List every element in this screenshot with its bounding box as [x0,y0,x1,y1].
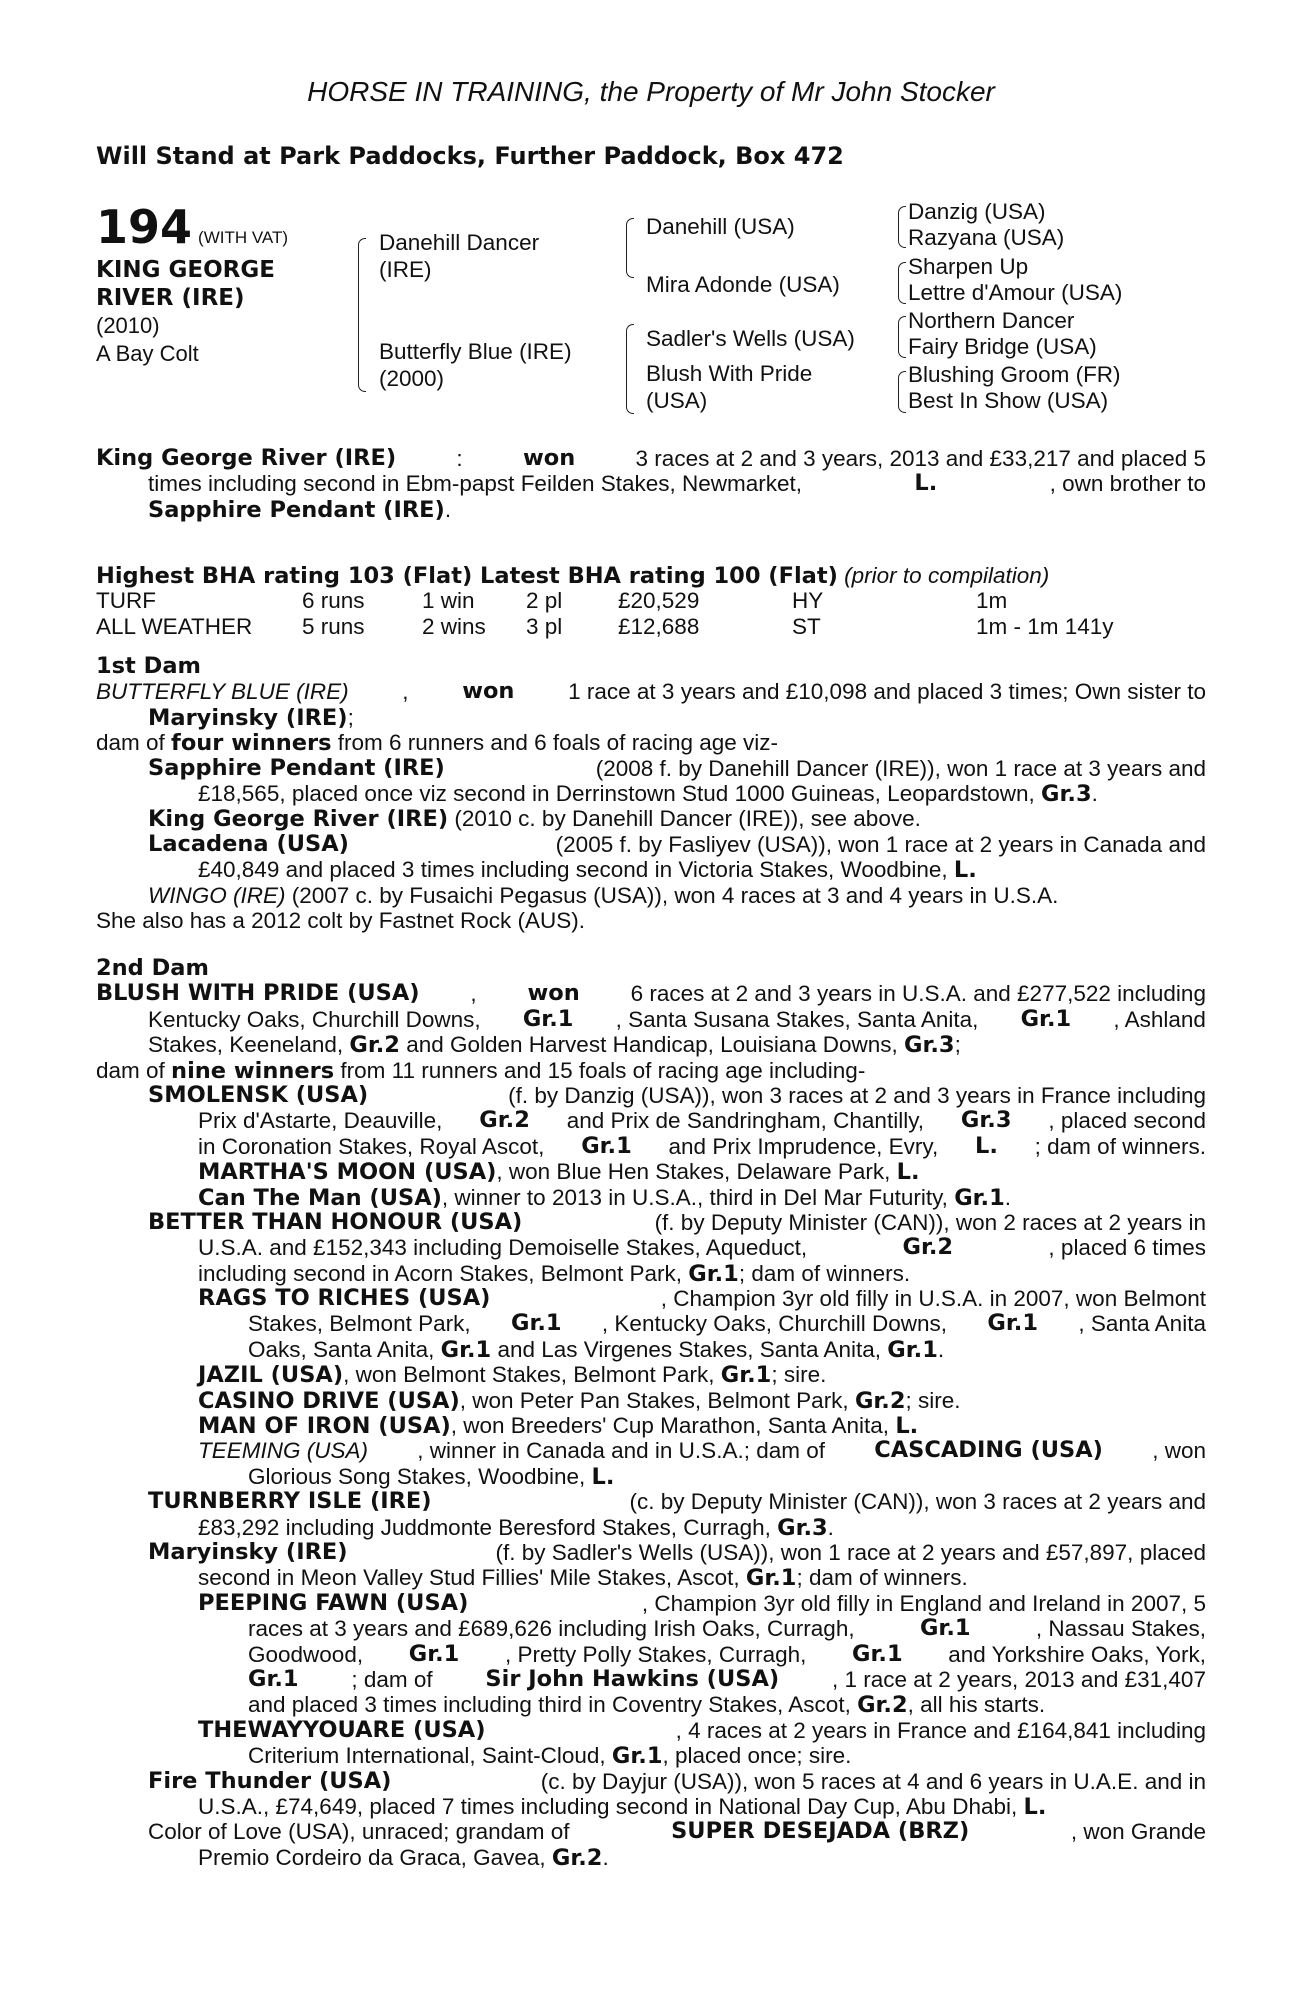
bold-text: Gr.1 [248,1665,299,1692]
text-run: ; [347,704,354,730]
bold-text: Gr.2 [551,1844,603,1871]
ratings-headline-bold: Highest BHA rating 103 (Flat) Latest BHA rating 100 (Flat) [96,563,838,589]
text-run: , 1 race at 2 years, 2013 and £31,407 [831,1666,1206,1692]
pedigree-sire: Danehill Dancer (IRE) [379,230,540,282]
text-run: Premio Cordeiro da Graca, Gavea, [198,1844,552,1870]
bold-text: King George River (IRE) [148,806,449,833]
text-run: dam of [96,730,172,756]
text-run: ; sire. [905,1387,961,1413]
text-line [96,1819,1206,1844]
text-run: , Ashland [1113,1006,1206,1032]
bold-text: L. [914,470,938,497]
text-run: (2010 c. by Danehill Dancer (IRE)), see above. [448,806,921,832]
text-line [96,883,1206,908]
pedigree-brace-sire [626,218,634,278]
text-run: Color of Love (USA), unraced; grandam of [148,1819,570,1845]
text-run: , Santa Susana Stakes, Santa Anita, [615,1006,979,1032]
text-line [96,1210,1206,1235]
bold-text: Gr.3 [904,1032,955,1059]
bold-text: won [522,445,576,471]
bold-text: Gr.1 [954,1184,1005,1211]
text-run: £40,849 and placed 3 times including second in Victoria Stakes, Woodbine, [198,857,954,883]
bold-text: THEWAYYOUARE (USA) [198,1716,486,1743]
bold-text: nine winners [171,1057,335,1084]
text-run: , Nassau Stakes, [1035,1616,1206,1642]
ratings-block [96,563,1206,639]
pedigree-brace-dam [626,324,634,414]
horse-name-line-2: RIVER (IRE) [96,285,245,311]
text-line [96,1642,1206,1667]
ratings-wins: 2 wins [422,613,486,639]
bold-text: RAGS TO RICHES (USA) [198,1285,491,1312]
pedigree-brace-main [358,238,366,392]
text-run: Prix d'Astarte, Deauville, [198,1108,443,1134]
text-line [96,1794,1206,1819]
bold-text: Gr.1 [745,1565,797,1592]
pedigree-g7: Blushing Groom (FR) [908,362,1121,387]
text-line [96,1667,1206,1692]
bold-text: BLUSH WITH PRIDE (USA) [96,980,420,1007]
ratings-headline [96,563,1206,588]
pedigree-g2: Razyana (USA) [908,225,1065,250]
pedigree-g6: Fairy Bridge (USA) [908,334,1097,359]
bold-text: Gr.3 [777,1514,828,1541]
text-run: U.S.A. and £152,343 including Demoiselle Stakes, Aqueduct, [198,1235,808,1261]
bold-text: won [527,980,580,1007]
section-heading: 1st Dam [96,653,201,679]
text-line [96,806,1206,831]
text-run: , [402,679,409,705]
text-line [96,1007,1206,1032]
ratings-distance: 1m - 1m 141y [976,613,1114,639]
bold-text: four winners [171,730,332,757]
text-line [96,756,1206,781]
first-dam-lines [96,679,1206,933]
bold-text: L. [975,1132,998,1159]
text-run: 3 races at 2 and 3 years, 2013 and £33,217 and placed 5 [635,446,1206,471]
text-line [96,1261,1206,1286]
text-run: , won [1152,1438,1206,1464]
bold-text: King George River (IRE) [96,445,397,471]
text-line [96,1718,1206,1743]
ratings-wins: 1 win [422,588,475,614]
text-run: , placed 6 times [1048,1235,1206,1261]
pedigree-brace-g1 [898,206,906,248]
bold-text: BETTER THAN HONOUR (USA) [148,1208,523,1235]
text-run: , Pretty Polly Stakes, Curragh, [505,1641,807,1667]
bold-text: Sapphire Pendant (IRE) [148,496,445,523]
pedigree-g3: Sharpen Up [908,254,1029,279]
bold-text: Gr.1 [611,1743,663,1770]
text-run: (f. by Sadler's Wells (USA)), won 1 race at 2 years and £57,897, placed [495,1539,1206,1565]
bold-text: Gr.1 [919,1615,971,1642]
ratings-surface: TURF [96,588,156,614]
ratings-distance: 1m [976,588,1008,614]
first-dam-section [96,654,1206,933]
bold-text: JAZIL (USA) [198,1362,344,1389]
pedigree-brace-g3 [898,316,906,358]
page-header: HORSE IN TRAINING, the Property of Mr John Stocker [307,76,995,107]
ratings-going: ST [792,613,821,639]
text-line [96,1464,1206,1489]
bold-text: Maryinsky (IRE) [148,704,348,731]
pedigree-dam-sire: Sadler's Wells (USA) [646,326,855,351]
text-line [96,1540,1206,1565]
bold-text: Fire Thunder (USA) [148,1767,392,1794]
text-run: , won Belmont Stakes, Belmont Park, [343,1362,721,1388]
race-summary [96,446,1206,522]
text-run: (c. by Dayjur (USA)), won 5 races at 4 and 6 years in U.A.E. and in [540,1768,1206,1794]
text-line [96,908,1206,933]
foaling-year: (2010) [96,313,160,338]
text-run: (2008 f. by Danehill Dancer (IRE)), won 1 race at 3 years and [595,755,1206,781]
text-line [96,1769,1206,1794]
bold-text: Gr.1 [440,1336,492,1363]
italic-text: BUTTERFLY BLUE (IRE) [96,679,349,705]
text-line [96,981,1206,1006]
text-run: , winner in Canada and in U.S.A.; dam of [417,1438,825,1464]
text-run: (f. by Deputy Minister (CAN)), won 2 races at 2 years in [654,1209,1206,1235]
bold-text: Can The Man (USA) [198,1184,442,1211]
text-line [96,1413,1206,1438]
italic-text: TEEMING (USA) [198,1438,369,1464]
text-line [96,1311,1206,1336]
text-run: , placed second [1048,1108,1206,1134]
text-run: ; dam of winners. [738,1260,911,1286]
text-run: Oaks, Santa Anita, [248,1336,441,1362]
bold-text: MARTHA'S MOON (USA) [198,1159,497,1186]
text-run: , Kentucky Oaks, Churchill Downs, [601,1311,948,1337]
text-run: , Champion 3yr old filly in England and Ireland in 2007, 5 [641,1590,1206,1616]
bold-text: L. [896,1159,920,1186]
text-line [96,1616,1206,1641]
ratings-row [96,588,1206,613]
text-run: , Santa Anita [1078,1311,1206,1337]
bold-text: Gr.1 [720,1362,772,1389]
text-line [96,1489,1206,1514]
pedigree-dam: Butterfly Blue (IRE) (2000) [379,339,572,391]
bold-text: Gr.2 [349,1032,400,1059]
bold-text: Gr.2 [857,1692,908,1719]
text-run: Stakes, Belmont Park, [248,1311,471,1337]
text-run: Stakes, Keeneland, [148,1032,350,1058]
text-line [96,1692,1206,1717]
text-run: from 6 runners and 6 foals of racing age viz- [331,730,779,756]
text-run: Criterium International, Saint-Cloud, [248,1743,612,1769]
text-line [96,1591,1206,1616]
text-line [96,1185,1206,1210]
text-line [96,1058,1206,1083]
text-line [96,1743,1206,1768]
text-line [96,1134,1206,1159]
text-line [96,1438,1206,1463]
bold-text: Gr.3 [1041,780,1092,807]
text-line [96,1235,1206,1260]
text-line [96,1362,1206,1387]
section-heading: 2nd Dam [96,955,209,981]
ratings-prize: £12,688 [618,613,700,639]
stand-location: Will Stand at Park Paddocks, Further Paddock, Box 472 [96,142,844,170]
text-run: Goodwood, [248,1641,364,1667]
text-run: from 11 runners and 15 foals of racing age including- [334,1057,866,1083]
bold-text: Gr.3 [960,1107,1012,1134]
horse-description: A Bay Colt [96,341,199,366]
text-run: and Prix Imprudence, Evry, [668,1133,939,1159]
bold-text: SMOLENSK (USA) [148,1081,369,1108]
bold-text: Gr.2 [854,1387,906,1414]
text-run: , won Breeders' Cup Marathon, Santa Anita, [450,1413,896,1439]
text-run: dam of [96,1057,172,1083]
text-run: , [470,981,477,1007]
text-run: races at 3 years and £689,626 including Irish Oaks, Curragh, [248,1616,855,1642]
text-run: second in Meon Valley Stud Fillies' Mile Stakes, Ascot, [198,1565,746,1591]
text-line [96,1159,1206,1184]
pedigree-brace-g4 [898,371,906,413]
bold-text: Sir John Hawkins (USA) [485,1665,780,1692]
bold-text: Gr.1 [408,1640,460,1667]
text-run: (c. by Deputy Minister (CAN)), won 3 races at 2 years and [629,1489,1206,1515]
ratings-runs: 6 runs [302,588,365,614]
bold-text: won [462,678,515,705]
text-run: (f. by Danzig (USA)), won 3 races at 2 and 3 years in France including [508,1082,1206,1108]
text-run: 1 race at 3 years and £10,098 and placed 3 times; Own sister to [568,679,1206,705]
text-run: including second in Acorn Stakes, Belmont Park, [198,1260,689,1286]
bold-text: Gr.1 [987,1310,1038,1337]
ratings-prize: £20,529 [618,588,700,614]
text-line [96,1515,1206,1540]
text-run: and Yorkshire Oaks, York, [948,1641,1206,1667]
text-run: . [602,1844,609,1870]
bold-text: Maryinsky (IRE) [148,1538,348,1565]
pedigree-sire-sire: Danehill (USA) [646,214,795,239]
bold-text: PEEPING FAWN (USA) [198,1589,469,1616]
text-line [96,781,1206,806]
horse-name [96,256,326,312]
text-line [96,857,1206,882]
text-run: times including second in Ebm-papst Feilden Stakes, Newmarket, [148,471,803,497]
text-run: , own brother to [1049,471,1206,497]
text-run: and Prix de Sandringham, Chantilly, [566,1108,925,1134]
ratings-placed: 2 pl [526,588,563,614]
summary-line [96,446,1206,471]
summary-line [96,497,1206,522]
text-run: and placed 3 times including third in Coventry Stakes, Ascot, [248,1692,858,1718]
bold-text: Gr.1 [852,1640,903,1667]
ratings-row [96,614,1206,639]
text-run: (2007 c. by Fusaichi Pegasus (USA)), won 4 races at 3 and 4 years in U.S.A. [285,882,1059,908]
text-line [96,1286,1206,1311]
text-run: , won Blue Hen Stakes, Delaware Park, [496,1159,897,1185]
lot-block [96,200,326,368]
text-line [96,1565,1206,1590]
text-run: ; [954,1032,961,1058]
text-run: . [1004,1184,1012,1210]
bold-text: MAN OF IRON (USA) [198,1413,451,1440]
bold-text: Gr.2 [479,1107,530,1134]
bold-text: L. [953,857,977,884]
text-run: Kentucky Oaks, Churchill Downs, [148,1006,481,1032]
lot-number: 194 [96,200,193,254]
ratings-headline-note: (prior to compilation) [844,563,1050,588]
text-run: , 4 races at 2 years in France and £164,841 including [675,1717,1206,1743]
text-run: . [937,1336,945,1362]
bold-text: Sapphire Pendant (IRE) [148,754,445,781]
bold-text: Gr.1 [510,1310,562,1337]
text-run: and Las Virgenes Stakes, Santa Anita, [491,1336,888,1362]
text-run: . [1091,780,1098,806]
text-run: Glorious Song Stakes, Woodbine, [248,1463,592,1489]
italic-text: WINGO (IRE) [148,882,286,908]
text-run: £83,292 including Juddmonte Beresford Stakes, Curragh, [198,1514,778,1540]
pedigree-sire-dam: Mira Adonde (USA) [646,272,840,297]
pedigree-g4: Lettre d'Amour (USA) [908,280,1123,305]
text-run: , placed once; sire. [662,1743,852,1769]
text-line [96,705,1206,730]
text-run: U.S.A., £74,649, placed 7 times including second in National Day Cup, Abu Dhabi, [198,1793,1024,1819]
bold-text: L. [591,1463,615,1490]
ratings-runs: 5 runs [302,613,365,639]
pedigree-brace-g2 [898,262,906,304]
text-run: , Champion 3yr old filly in U.S.A. in 2007, won Belmont [660,1286,1206,1312]
lot-vat: (WITH VAT) [198,228,289,247]
text-run: ; dam of winners. [796,1565,968,1591]
text-run: . [444,496,452,522]
text-line [96,1108,1206,1133]
pedigree-g8: Best In Show (USA) [908,388,1109,413]
text-line [96,730,1206,755]
text-run: . [827,1514,834,1540]
text-run: £18,565, placed once viz second in Derrinstown Stud 1000 Guineas, Leopardstown, [198,780,1042,806]
text-run: , won Peter Pan Stakes, Belmont Park, [459,1387,855,1413]
text-run: and Golden Harvest Handicap, Louisiana Downs, [399,1032,904,1058]
second-dam-section [96,956,1206,1870]
pedigree-g5: Northern Dancer [908,308,1075,333]
bold-text: SUPER DESEJADA (BRZ) [671,1818,970,1845]
bold-text: L. [895,1413,919,1440]
horse-name-line-1: KING GEORGE [96,257,275,283]
summary-line [96,471,1206,496]
text-run: ; dam of winners. [1034,1133,1206,1159]
pedigree-dam-dam: Blush With Pride (USA) [646,361,813,413]
bold-text: TURNBERRY ISLE (IRE) [148,1488,432,1515]
text-run: in Coronation Stakes, Royal Ascot, [198,1133,545,1159]
text-run: : [456,446,463,471]
text-run: She also has a 2012 colt by Fastnet Rock (AUS). [96,907,585,933]
text-run: , all his starts. [907,1692,1046,1718]
bold-text: CASINO DRIVE (USA) [198,1387,460,1414]
text-line [96,1337,1206,1362]
text-run: ; dam of [351,1666,433,1692]
text-run: ; sire. [771,1362,827,1388]
text-line [96,1083,1206,1108]
bold-text: Gr.1 [688,1260,739,1287]
second-dam-lines [96,981,1206,1870]
bold-text: L. [1023,1793,1047,1820]
bold-text: Gr.1 [522,1005,574,1032]
text-run: , winner to 2013 in U.S.A., third in Del Mar Futurity, [441,1184,955,1210]
ratings-surface: ALL WEATHER [96,613,253,639]
text-line [96,1845,1206,1870]
bold-text: Gr.1 [887,1336,938,1363]
text-line [96,832,1206,857]
pedigree-g1: Danzig (USA) [908,199,1046,224]
ratings-placed: 3 pl [526,613,563,639]
bold-text: Lacadena (USA) [148,830,349,857]
text-run: (2005 f. by Fasliyev (USA)), won 1 race at 2 years in Canada and [555,831,1206,857]
text-line [96,679,1206,704]
bold-text: Gr.1 [581,1132,632,1159]
ratings-going: HY [792,588,824,614]
bold-text: Gr.2 [902,1234,954,1261]
text-line [96,1032,1206,1057]
bold-text: Gr.1 [1020,1005,1072,1032]
bold-text: CASCADING (USA) [874,1437,1103,1464]
text-run: 6 races at 2 and 3 years in U.S.A. and £277,522 including [630,981,1206,1007]
text-line [96,1388,1206,1413]
text-run: , won Grande [1070,1819,1206,1845]
